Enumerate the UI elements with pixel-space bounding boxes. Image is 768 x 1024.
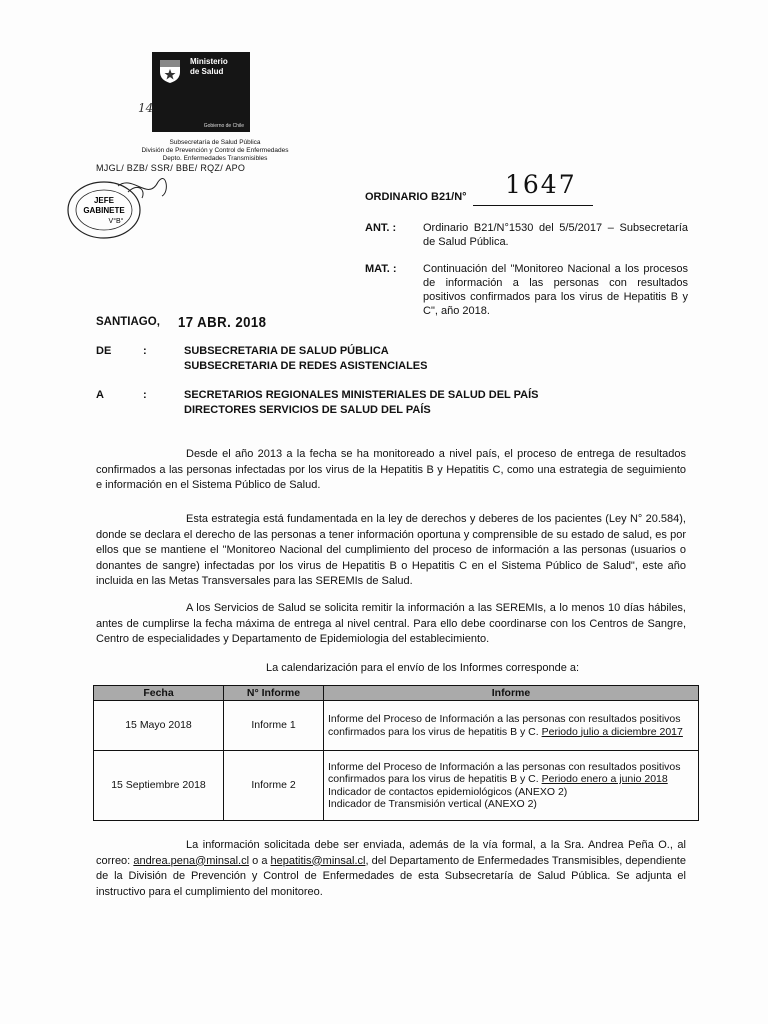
paragraph-1: Desde el año 2013 a la fecha se ha monitoreado a nivel país, el proceso de entrega de resultados confirmados a las personas infectadas por los virus de la Hepatitis B y Hepatitis C, como una estrategia de seguimiento e información en el Sistema Público de Salud. [96,448,686,491]
handwritten-number: 14 [138,101,154,115]
row2-period: Periodo enero a junio 2018 [541,773,668,785]
stamp-line2: GABINETE [83,206,125,215]
de-recipients [184,344,427,374]
table-caption: La calendarización para el envío de los Informes corresponde a: [266,662,580,674]
a-separator: : [143,389,147,401]
a-recipients [184,388,538,418]
sub-line-3: Depto. Enfermedades Transmisibles [162,155,268,162]
ministerio-logo [152,52,250,132]
header-numero: N° Informe [224,686,324,701]
closing-paragraph [96,838,686,900]
document-date: 17 ABR. 2018 [178,314,267,331]
closing-part1: La información solicitada debe ser enviada, además de la vía formal, a la Sra. Andrea Peña O., al correo: [96,839,686,867]
sub-line-2: División de Prevención y Control de Enfermedades [141,147,289,154]
row2-informe [324,751,699,821]
row2-text: Informe del Proceso de Información a las personas con resultados positivos confirmados para los virus de hepatitis B y C. [328,760,681,785]
row2-extra2: Indicador de Transmisión vertical (ANEXO 2) [328,798,537,810]
closing-part2: o a [252,854,268,867]
stamp-line3: V°B° [108,218,124,225]
stamp-line1: JEFE [93,196,115,205]
de-label: DE [96,345,112,357]
a-line2: DIRECTORES SERVICIOS DE SALUD DEL PAÍS [184,404,431,416]
row2-extra1: Indicador de contactos epidemiológicos (ANEXO 2) [328,785,568,798]
row1-informe [324,701,699,751]
ordinario-label: ORDINARIO B21/N° [365,191,467,203]
row1-period: Periodo julio a diciembre 2017 [541,725,683,738]
sub-line-1: Subsecretaría de Salud Pública [169,139,261,146]
row2-fecha: 15 Septiembre 2018 [94,751,224,821]
table-header-row [94,686,699,701]
row1-numero: Informe 1 [224,701,324,751]
subsecretaria-lines [120,139,310,163]
gabinete-stamp [58,172,178,244]
a-label: A [96,389,104,401]
de-line2: SUBSECRETARIA DE REDES ASISTENCIALES [184,360,428,372]
row2-numero: Informe 2 [224,751,324,821]
ant-value: Ordinario B21/N°1530 del 5/5/2017 – Subsecretaría de Salud Pública. [423,222,688,248]
chile-shield-icon [158,58,182,84]
schedule-table [93,685,699,821]
table-row [94,751,699,821]
email-andrea[interactable]: andrea.pena@minsal.cl [133,854,250,867]
de-line1: SUBSECRETARIA DE SALUD PÚBLICA [184,345,389,357]
place-label: SANTIAGO, [96,316,160,328]
paragraph-2: Esta estrategia está fundamentada en la ley de derechos y deberes de los pacientes (Ley N° 20.584), donde se declara el derecho de las personas a tener información oportuna y comprensible de su estado de salud, es por ellos que se mantiene el "Monitoreo Nacional del cumplimiento del proceso de información a las personas (usuarios o donantes de sangre) infectadas por los virus de Hepatitis B o Hepatitis C en el Sistema Público de Salud", este año incluida en las Metas Transversales para las SEREMIs de Salud. [96,513,686,587]
row1-fecha: 15 Mayo 2018 [94,701,224,751]
a-line1: SECRETARIOS REGIONALES MINISTERIALES DE SALUD DEL PAÍS [184,389,539,401]
initials-line: MJGL/ BZB/ SSR/ BBE/ RQZ/ APO [96,163,246,173]
paragraph-3: A los Servicios de Salud se solicita remitir la información a las SEREMIs, a lo menos 10 días hábiles, antes de cumplirse la fecha máxima de entrega al nivel central. Para ello debe coordinarse con los Centros de Sangre, Centro de especialidades y Departamento de Epidemiologia del establecimiento. [96,602,686,645]
row1-text: Informe del Proceso de Información a las personas con resultados positivos confirmados para los virus de hepatitis B y C. [328,713,681,738]
ordinario-number: 1647 [505,170,577,199]
ordinario-underline [473,205,593,206]
table-row [94,701,699,751]
government-label: Gobierno de Chile [203,123,244,129]
ministry-line1: Ministerio [190,57,228,66]
ministry-line2: de Salud [190,67,224,76]
ant-label: ANT. : [365,222,397,234]
header-fecha: Fecha [94,686,224,701]
email-hepatitis[interactable]: hepatitis@minsal.cl [270,854,366,867]
de-separator: : [143,345,147,357]
closing-part3: , del Departamento de Enfermedades Transmisibles, dependiente de la División de Prevención y Control de Enfermedades de esta Subsecretaría de Salud Pública. Se adjunta el instructivo para el cumplimiento del monitoreo. [96,854,686,898]
header-informe: Informe [324,686,699,701]
mat-value: Continuación del "Monitoreo Nacional a los procesos de información a las personas con resultados positivos confirmados para los virus de Hepatitis B y C", año 2018. [423,263,688,317]
mat-label: MAT. : [365,263,397,275]
